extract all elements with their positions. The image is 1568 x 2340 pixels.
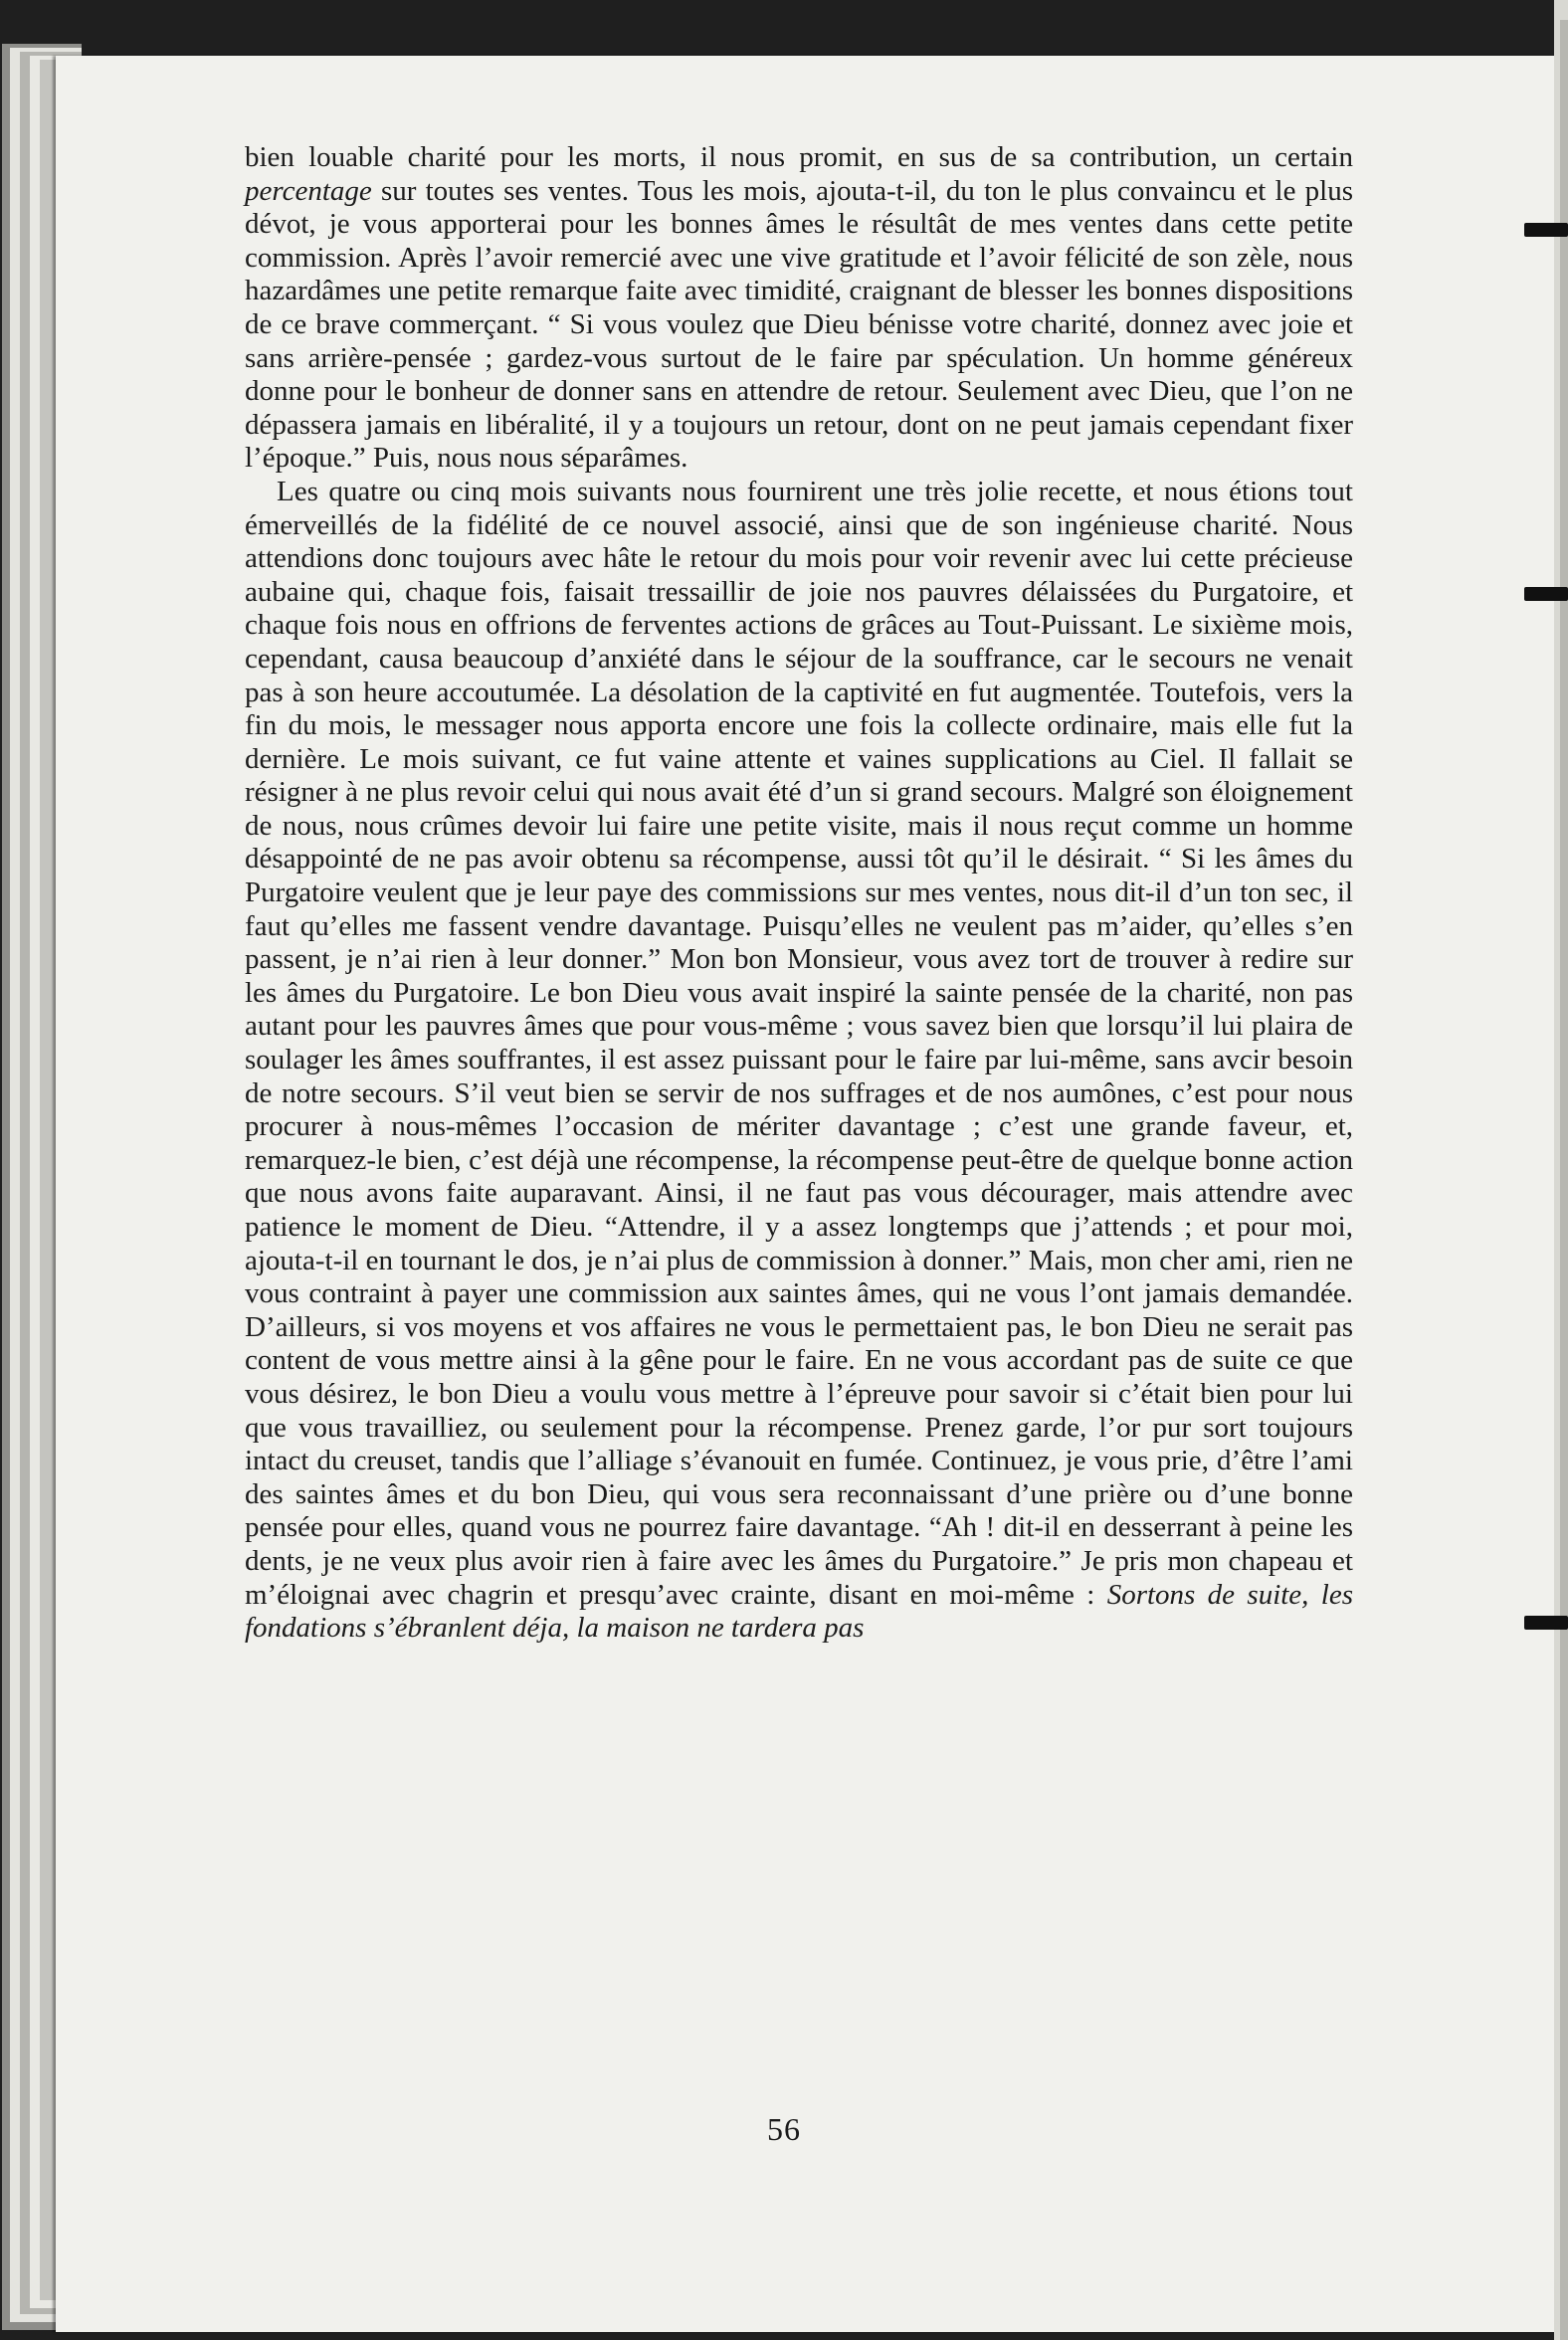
- page-clip-mark: [1524, 587, 1568, 601]
- italic-word: percentage: [245, 174, 372, 207]
- paragraph: Les quatre ou cinq mois suivants nous fournirent une très jolie recette, et nous étions tout émerveillés de la fidélité de ce nouvel associé, ainsi que de son ingénieuse charité. Nous attendions donc toujours avec hâte le retour du mois pour voir revenir avec lui cette précieuse aubaine qui, chaque fois, faisait tressaillir de joie nos pauvres délaissées du Purgatoire, et chaque fois nous en offrions de ferventes actions de grâces au Tout-Puissant. Le sixième mois, cependant, causa beaucoup d’anxiété dans le séjour de la souffrance, car le secours ne venait pas à son heure accoutumée. La désolation de la captivité en fut augmentée. Toutefois, vers la fin du mois, le messager nous apporta encore une fois la collecte ordinaire, mais elle fut la dernière. Le mois suivant, ce fut vaine attente et vaines supplications au Ciel. Il fallait se résigner à ne plus revoir celui qui nous avait été d’un si grand secours. Malgré son éloignement de nous, nous crûmes devoir lui faire une petite visite, mais il nous reçut comme un homme désappointé de ne pas avoir obtenu sa récompense, aussi tôt qu’il le désirait. “ Si les âmes du Purgatoire veulent que je leur paye des commissions sur mes ventes, nous dit-il d’un ton sec, il faut qu’elles me fassent vendre davantage. Puisqu’elles ne veulent pas m’aider, qu’elles s’en passent, je n’ai rien à leur donner.” Mon bon Monsieur, vous avez tort de trouver à redire sur les âmes du Purgatoire. Le bon Dieu vous avait inspiré la sainte pensée de la charité, non pas autant pour les pauvres âmes que pour vous-même ; vous savez bien que lorsqu’il lui plaira de soulager les âmes souffrantes, il est assez puissant pour le faire par lui-même, sans avcir besoin de notre secours. S’il veut bien se servir de nos suffrages et de nos aumônes, c’est pour nous procurer à nous-mêmes l’occasion de mériter davantage ; c’est une grande faveur, et, remarquez-le bien, c’est déjà une récompense, la récompense peut-être de quelque bonne action que nous avons faite auparavant. Ainsi, il ne faut pas vous décourager, mais attendre avec patience le moment de Dieu. “Attendre, il y a assez longtemps que j’attends ; et pour moi, ajouta-t-il en tournant le dos, je n’ai plus de commission à donner.” Mais, mon cher ami, rien ne vous contraint à payer une commission aux saintes âmes, qui ne vous l’ont jamais demandée. D’ailleurs, si vos moyens et vos affaires ne vous le permettaient pas, le bon Dieu ne serait pas content de vous mettre ainsi à la gêne pour le faire. En ne vous accordant pas de suite ce que vous désirez, le bon Dieu a voulu vous mettre à l’épreuve pour savoir si c’était bien pour lui que vous travailliez, ou seulement pour la récompense. Prenez garde, l’or pur sort toujours intact du creuset, tandis que l’alliage s’évanouit en fumée. Continuez, je vous prie, d’être l’ami des saintes âmes et du bon Dieu, qui vous sera reconnaissant d’une prière ou d’une bonne pensée pour elles, quand vous ne pourrez faire davantage. “Ah ! dit-il en desserrant à peine les dents, je ne veux plus avoir rien à faire avec les âmes du Purgatoire.” Je pris mon chapeau et m’éloignai avec chagrin et presqu’avec crainte, disant en moi-même : Sortons de suite, les fondations s’ébranlent déja, la maison ne tardera pas: [245, 475, 1353, 1645]
- page-clip-mark: [1524, 223, 1568, 237]
- page-clip-mark: [1524, 1616, 1568, 1630]
- paragraph: bien louable charité pour les morts, il nous promit, en sus de sa contribution, un certain percentage sur toutes ses ventes. Tous les mois, ajouta-t-il, du ton le plus convaincu et le plus dévot, je vous apporterai pour les bonnes âmes le résultât de mes ventes dans cette petite commission. Après l’avoir remercié avec une vive gratitude et l’avoir félicité de son zèle, nous hazardâmes une petite remarque faite avec timidité, craignant de blesser les bonnes dispositions de ce brave commerçant. “ Si vous voulez que Dieu bénisse votre charité, donnez avec joie et sans arrière-pensée ; gardez-vous surtout de le faire par spéculation. Un homme généreux donne pour le bonheur de donner sans en attendre de retour. Seulement avec Dieu, que l’on ne dépassera jamais en libéralité, il y a toujours un retour, dont on ne peut jamais cependant fixer l’époque.” Puis, nous nous séparâmes.: [245, 141, 1353, 475]
- italic-phrase: Sortons de suite, les fondations s’ébranlent déja, la maison ne tardera pas: [245, 1578, 1353, 1645]
- page-number: 56: [767, 2111, 801, 2147]
- page-body-text: [245, 141, 1353, 1646]
- book-spine-shadow: [1560, 20, 1568, 2340]
